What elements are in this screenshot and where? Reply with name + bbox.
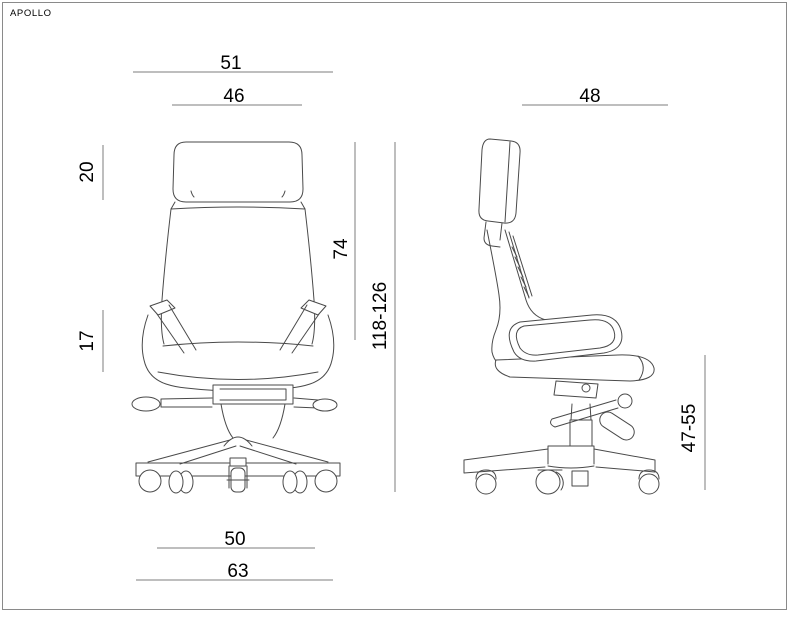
side-seat bbox=[495, 355, 654, 381]
side-base bbox=[464, 446, 655, 473]
front-dimensions bbox=[77, 53, 395, 582]
dim-side-depth-label: 48 bbox=[579, 86, 601, 107]
front-gas-shroud bbox=[221, 404, 285, 446]
front-view-drawing bbox=[132, 142, 340, 493]
side-lever-handle bbox=[597, 409, 638, 443]
front-lever-right bbox=[294, 398, 337, 411]
front-backrest bbox=[161, 207, 314, 344]
dim-front-headrest-height-label: 20 bbox=[77, 161, 98, 183]
dim-front-armrest-height-label: 17 bbox=[77, 330, 98, 352]
front-mechanism bbox=[213, 385, 293, 404]
dim-front-overall-height-label: 118-126 bbox=[370, 281, 391, 351]
side-armrest bbox=[509, 315, 622, 361]
side-headrest bbox=[479, 139, 520, 247]
dim-side-seat-height-label: 47-55 bbox=[679, 403, 700, 453]
dim-front-overall-width-label: 51 bbox=[220, 53, 242, 74]
dim-front-backrest-width-label: 46 bbox=[223, 86, 245, 107]
dim-front-seat-width-label: 50 bbox=[224, 529, 246, 550]
front-headrest bbox=[171, 142, 305, 209]
side-mechanism bbox=[551, 381, 638, 443]
front-lever-left bbox=[132, 397, 212, 411]
side-casters bbox=[476, 470, 659, 494]
side-view-drawing bbox=[464, 139, 659, 494]
dim-front-base-width-label: 63 bbox=[227, 561, 249, 582]
dim-front-backrest-height-label: 74 bbox=[331, 238, 352, 260]
front-seat bbox=[142, 315, 334, 391]
drawing-title: APOLLO bbox=[10, 8, 52, 19]
